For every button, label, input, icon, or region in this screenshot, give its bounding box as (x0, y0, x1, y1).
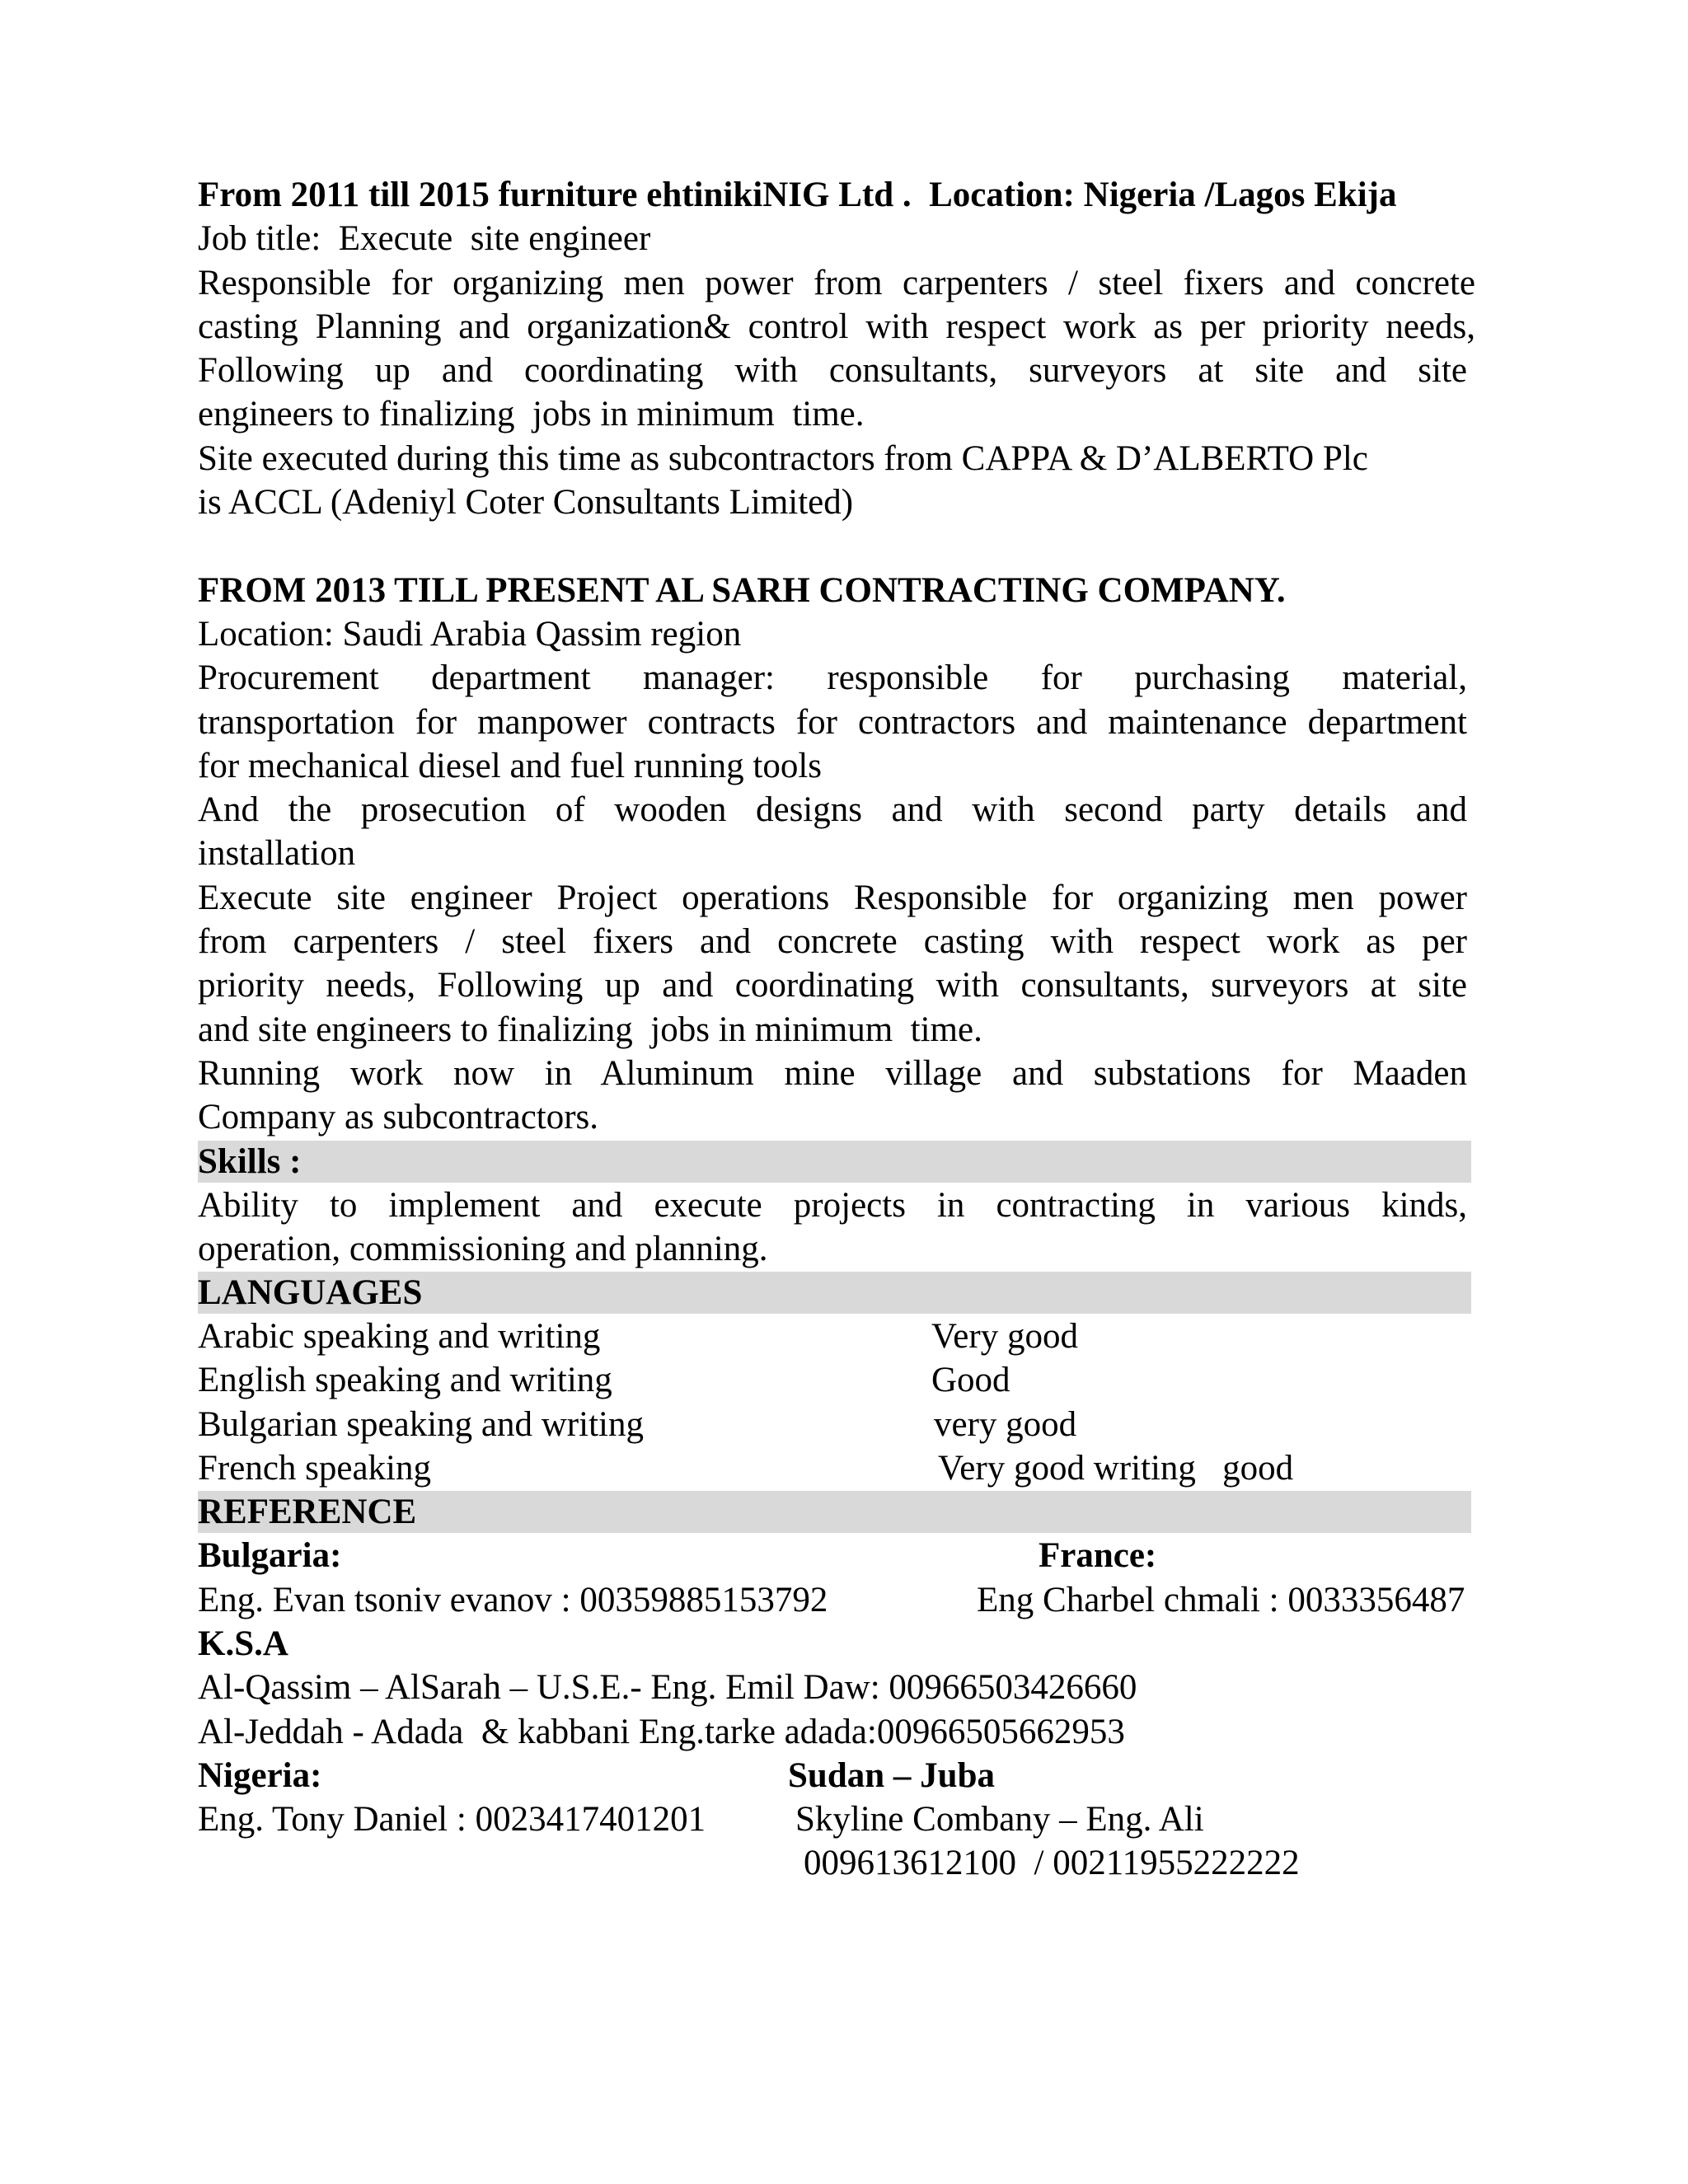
reference-country-row (198, 1534, 1475, 1577)
language-level: Very good writing good (938, 1449, 1294, 1488)
job2-line: and site engineers to finalizing jobs in minimum time. (198, 1010, 982, 1049)
job1-line: engineers to finalizing jobs in minimum time. (198, 395, 865, 434)
language-label: Bulgarian speaking and writing (198, 1404, 644, 1444)
language-label: Arabic speaking and writing (198, 1317, 601, 1357)
language-level: Very good (931, 1317, 1078, 1357)
job1-line: casting Planning and organization& control with respect work as per priority needs, (198, 307, 1475, 346)
language-level: very good (934, 1404, 1077, 1444)
reference-country-label: K.S.A (198, 1624, 288, 1663)
language-row (198, 1358, 1475, 1402)
job2-line: for mechanical diesel and fuel running tools (198, 746, 823, 785)
job2-heading: FROM 2013 TILL PRESENT AL SARH CONTRACTING COMPANY. (198, 570, 1286, 610)
job2-line: Procurement department manager: responsible for purchasing material, (198, 658, 1467, 698)
reference-country-label: Bulgaria: (198, 1536, 342, 1576)
reference-country-label: Sudan – Juba (788, 1755, 995, 1795)
skills-heading: Skills : (198, 1141, 1471, 1183)
reference-contact: Eng. Tony Daniel : 0023417401201 (198, 1800, 706, 1840)
job2-line: Running work now in Aluminum mine village and substations for Maaden (198, 1053, 1467, 1093)
reference-contact: Skyline Combany – Eng. Ali (795, 1800, 1204, 1840)
spacer (198, 524, 1475, 568)
languages-heading: LANGUAGES (198, 1272, 1471, 1314)
resume-content (198, 173, 1475, 1886)
language-row (198, 1446, 1475, 1490)
language-level: Good (931, 1361, 1010, 1400)
reference-country-row (198, 1754, 1475, 1797)
reference-contact-row (198, 1841, 1475, 1885)
job1-line: Responsible for organizing men power from carpenters / steel fixers and concrete (198, 263, 1475, 302)
language-label: English speaking and writing (198, 1361, 612, 1400)
job2-line: from carpenters / steel fixers and concrete casting with respect work as per (198, 922, 1467, 962)
job1-title: Job title: Execute site engineer (198, 219, 651, 259)
reference-contact: Eng. Evan tsoniv evanov : 00359885153792 (198, 1580, 828, 1619)
language-row (198, 1403, 1475, 1446)
job2-location: Location: Saudi Arabia Qassim region (198, 614, 742, 654)
job2-line: And the prosecution of wooden designs and with second party details and (198, 790, 1467, 830)
language-row (198, 1315, 1475, 1358)
reference-heading: REFERENCE (198, 1491, 1471, 1533)
job2-line: priority needs, Following up and coordinating with consultants, surveyors at site (198, 966, 1467, 1005)
reference-contact: Al-Jeddah - Adada & kabbani Eng.tarke adada:00966505662953 (198, 1712, 1125, 1751)
job2-line: Execute site engineer Project operations Responsible for organizing men power (198, 878, 1467, 917)
job1-line: is ACCL (Adeniyl Coter Consultants Limited) (198, 483, 854, 523)
job2-line: Company as subcontractors. (198, 1098, 599, 1137)
reference-contact: Al-Qassim – AlSarah – U.S.E.- Eng. Emil Daw: 00966503426660 (198, 1668, 1137, 1708)
reference-contact-row (198, 1578, 1475, 1622)
job1-line: Following up and coordinating with consultants, surveyors at site and site (198, 351, 1467, 391)
skills-line: Ability to implement and execute projects in contracting in various kinds, (198, 1185, 1467, 1225)
job1-heading: From 2011 till 2015 furniture ehtinikiNIG Ltd . Location: Nigeria /Lagos Ekija (198, 176, 1397, 214)
skills-line: operation, commissioning and planning. (198, 1229, 768, 1268)
job1-line: Site executed during this time as subcontractors from CAPPA & D’ALBERTO Plc (198, 438, 1368, 478)
job2-line: installation (198, 834, 356, 874)
job2-line: transportation for manpower contracts for contractors and maintenance department (198, 702, 1467, 742)
reference-contact-row (198, 1797, 1475, 1841)
reference-phone: 009613612100 / 00211955222222 (804, 1844, 1300, 1883)
reference-country-label: France: (1039, 1536, 1157, 1576)
reference-country-label: Nigeria: (198, 1755, 322, 1795)
reference-contact: Eng Charbel chmali : 0033356487 (977, 1580, 1465, 1619)
language-label: French speaking (198, 1449, 432, 1488)
